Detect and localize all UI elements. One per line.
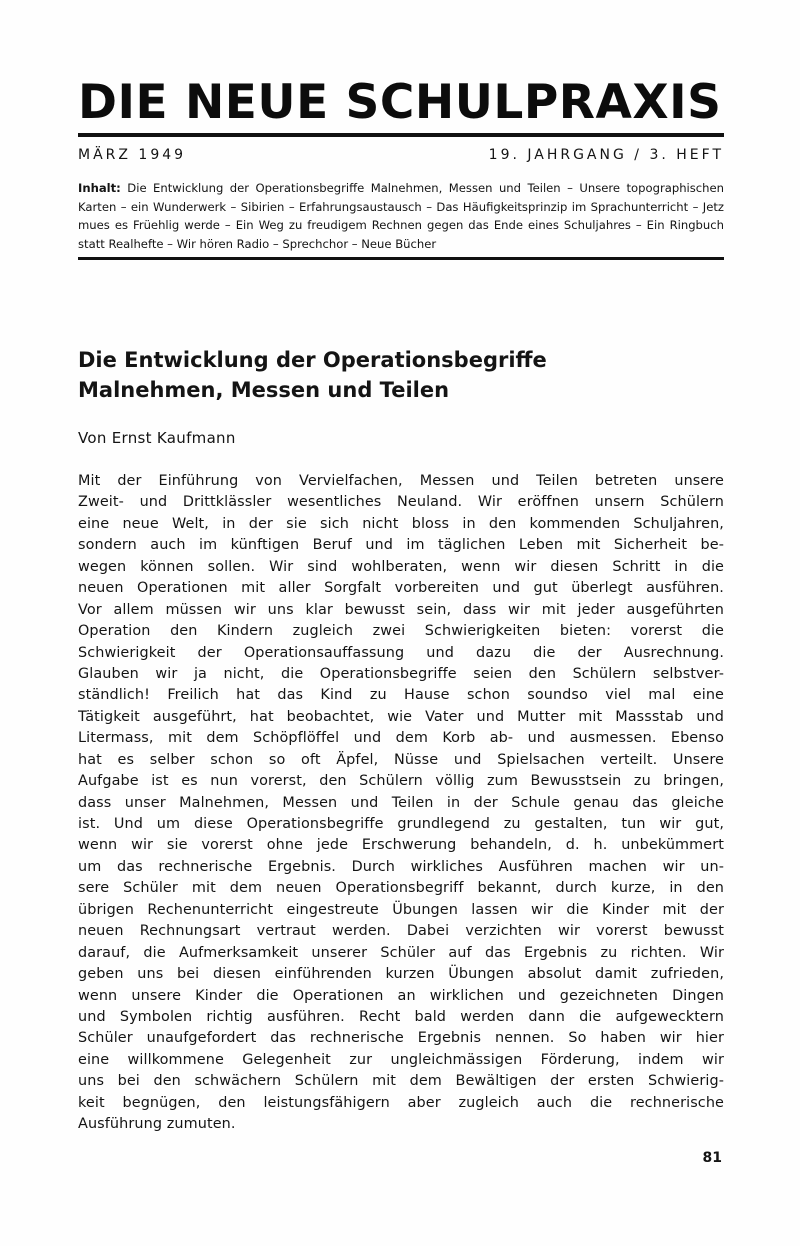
body-line: uns bei den schwächern Schülern mit dem Bewältigen der ersten Schwierig- bbox=[78, 1073, 724, 1090]
body-line: Schwierigkeit der Operationsauffassung und dazu die der Ausrechnung. bbox=[78, 644, 724, 661]
article-title-line: Die Entwicklung der Operationsbegriffe bbox=[78, 348, 547, 372]
body-line: um das rechnerische Ergebnis. Durch wirkliches Ausführen machen wir un- bbox=[78, 858, 724, 875]
body-line: Glauben wir ja nicht, die Operationsbegriffe seien den Schülern selbstver- bbox=[78, 665, 724, 682]
body-line: wenn unsere Kinder die Operationen an wirklichen und gezeichneten Dingen bbox=[78, 987, 724, 1004]
body-line: geben uns bei diesen einführenden kurzen Übungen absolut damit zufrieden, bbox=[78, 966, 724, 983]
body-line: Vor allem müssen wir uns klar bewusst sein, dass wir mit jeder ausgeführten bbox=[78, 601, 724, 618]
issue-date: MÄRZ 1949 bbox=[78, 147, 187, 163]
body-line: eine willkommene Gelegenheit zur ungleichmässigen Förderung, indem wir bbox=[78, 1051, 724, 1068]
contents-rule bbox=[78, 257, 724, 260]
table-of-contents bbox=[78, 179, 724, 253]
body-line: und Symbolen richtig ausführen. Recht bald werden dann die aufgewecktern bbox=[78, 1008, 724, 1025]
body-line: Tätigkeit ausgeführt, hat beobachtet, wie Vater und Mutter mit Massstab und bbox=[78, 708, 724, 725]
body-line: übrigen Rechenunterricht eingestreute Übungen lassen wir die Kinder mit der bbox=[78, 901, 724, 918]
body-line: ständlich! Freilich hat das Kind zu Hause schon soundso viel mal eine bbox=[78, 687, 724, 704]
contents-label: Inhalt: bbox=[78, 181, 121, 195]
body-line: sondern auch im künftigen Beruf und im täglichen Leben mit Sicherheit be- bbox=[78, 537, 724, 554]
article-body bbox=[78, 471, 724, 1136]
body-line: eine neue Welt, in der sie sich nicht bloss in den kommenden Schuljahren, bbox=[78, 515, 724, 532]
issue-info: 19. JAHRGANG / 3. HEFT bbox=[488, 147, 724, 163]
body-line: keit begnügen, den leistungsfähigern aber zugleich auch die rechnerische bbox=[78, 1094, 724, 1111]
body-line: Ausführung zumuten. bbox=[78, 1116, 236, 1133]
body-line: Mit der Einführung von Vervielfachen, Messen und Teilen betreten unsere bbox=[78, 473, 724, 489]
body-line: dass unser Malnehmen, Messen und Teilen in der Schule genau das gleiche bbox=[78, 794, 724, 811]
body-line: neuen Operationen mit aller Sorgfalt vorbereiten und gut überlegt ausführen. bbox=[78, 580, 724, 597]
body-line: Operation den Kindern zugleich zwei Schwierigkeiten bieten: vorerst die bbox=[78, 623, 724, 640]
article-title bbox=[78, 345, 724, 405]
body-line: Schüler unaufgefordert das rechnerische Ergebnis nennen. So haben wir hier bbox=[78, 1030, 724, 1047]
journal-title: DIE NEUE SCHULPRAXIS bbox=[78, 75, 722, 130]
contents-text: Die Entwicklung der Operationsbegriffe Malnehmen, Messen und Teilen – Unsere topographischen Karten – ein Wunderwerk – Sibirien – Erfahrungsaustausch – Das Häufigkeitsprinzip im Sprachunterricht – Jetz mues es Früehlig werde – Ein Weg zu freudigem Rechnen gegen das Ende eines Schuljahres – Ein Ringbuch statt Realhefte – Wir hören Radio – Sprechchor – Neue Bücher bbox=[78, 181, 725, 251]
article-title-line: Malnehmen, Messen und Teilen bbox=[78, 378, 450, 402]
body-line: neuen Rechnungsart vertraut werden. Dabei verzichten wir vorerst bewusst bbox=[78, 923, 724, 940]
body-line: wenn wir sie vorerst ohne jede Erschwerung behandeln, d. h. unbekümmert bbox=[78, 837, 724, 854]
body-line: ist. Und um diese Operationsbegriffe grundlegend zu gestalten, tun wir gut, bbox=[78, 816, 724, 832]
body-line: wegen können sollen. Wir sind wohlberaten, wenn wir diesen Schritt in die bbox=[78, 558, 724, 575]
body-line: sere Schüler mit dem neuen Operationsbegriff bekannt, durch kurze, in den bbox=[78, 880, 724, 897]
masthead-rule bbox=[78, 133, 724, 137]
body-line: hat es selber schon so oft Äpfel, Nüsse und Spielsachen verteilt. Unsere bbox=[78, 751, 724, 768]
article-author: Von Ernst Kaufmann bbox=[78, 429, 236, 447]
body-line: darauf, die Aufmerksamkeit unserer Schüler auf das Ergebnis zu richten. Wir bbox=[78, 944, 724, 961]
body-line: Litermass, mit dem Schöpflöffel und dem Korb ab- und ausmessen. Ebenso bbox=[78, 730, 724, 747]
body-line: Zweit- und Drittklässler wesentliches Neuland. Wir eröffnen unsern Schülern bbox=[78, 494, 724, 511]
body-line: Aufgabe ist es nun vorerst, den Schülern völlig zum Bewusstsein zu bringen, bbox=[78, 773, 724, 790]
page-number: 81 bbox=[702, 1150, 722, 1166]
